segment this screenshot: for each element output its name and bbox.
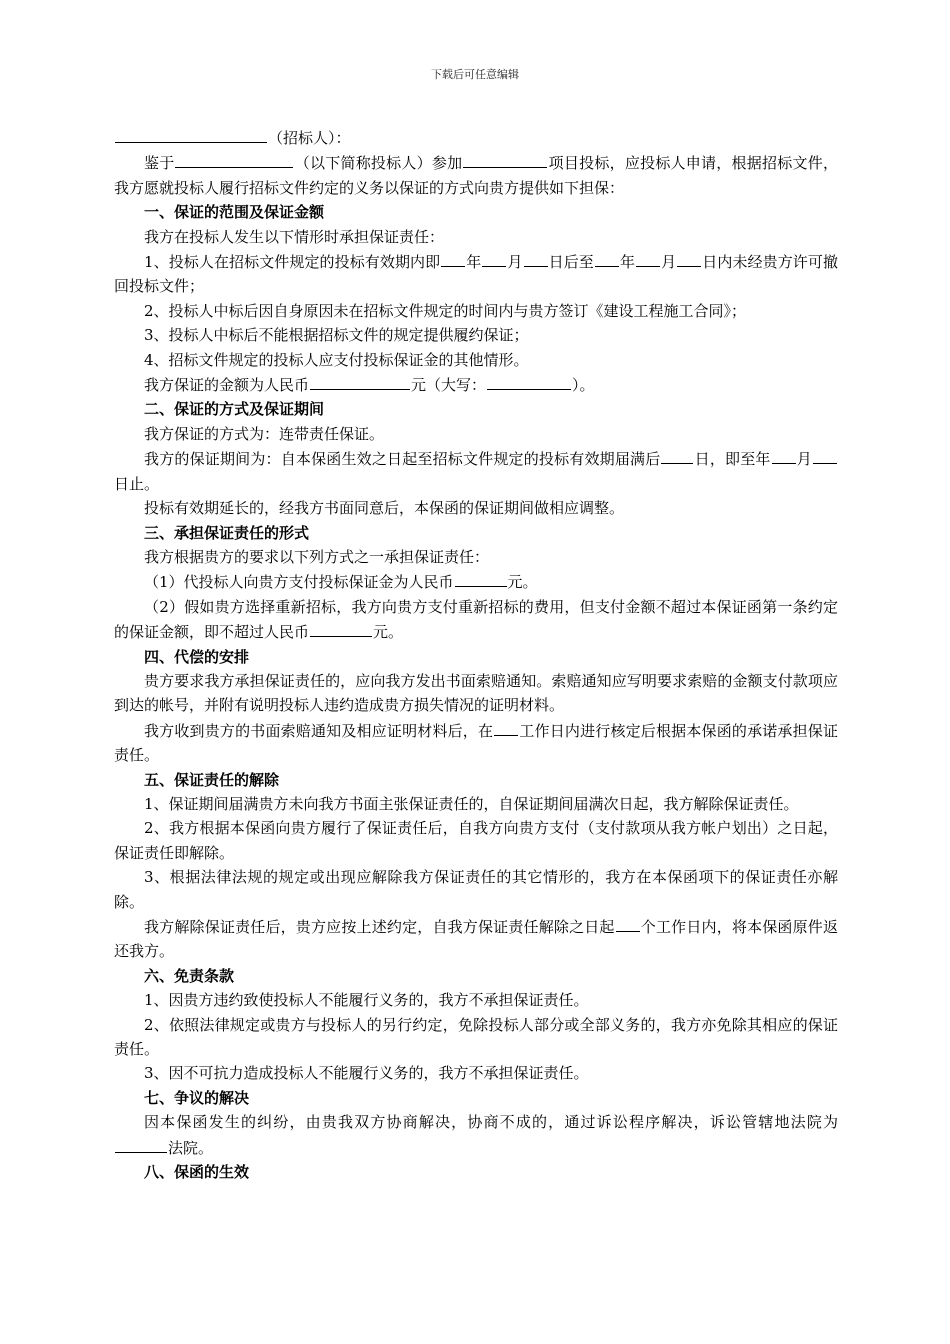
s5-p4: 我方解除保证责任后，贵方应按上述约定，自我方保证责任解除之日起 个工作日内，将本保函原件返还我方。 (114, 914, 838, 964)
court-blank[interactable] (115, 1135, 167, 1153)
amount-blank[interactable] (455, 569, 507, 587)
document-body (114, 125, 838, 1184)
s2-p1: 我方保证的方式为：连带责任保证。 (144, 424, 385, 443)
section-3-title: 三、承担保证责任的形式 (144, 523, 310, 542)
section-2-title: 二、保证的方式及保证期间 (144, 400, 325, 419)
s2-p3: 投标有效期延长的，经我方书面同意后，本保函的保证期间做相应调整。 (144, 499, 625, 518)
s1-item-4: 4、招标文件规定的投标人应支付投标保证金的其他情形。 (144, 350, 529, 369)
year-blank[interactable] (595, 249, 619, 267)
intro-paragraph: 鉴于 （以下简称投标人）参加 项目投标，应投标人申请，根据招标文件，我方愿就投标人履行招标文件约定的义务以保证的方式向贵方提供如下担保： (114, 150, 838, 200)
s1-item-2: 2、投标人中标后因自身原因未在招标文件规定的时间内与贵方签订《建设工程施工合同》； (144, 301, 747, 320)
s1-lead: 我方在投标人发生以下情形时承担保证责任： (144, 227, 445, 246)
section-6-title: 六、免责条款 (144, 966, 235, 985)
section-4-title: 四、代偿的安排 (144, 647, 250, 666)
month-blank[interactable] (772, 446, 796, 464)
amount-words-blank[interactable] (487, 372, 571, 390)
tenderer-blank[interactable] (115, 125, 267, 143)
amount-blank[interactable] (310, 372, 410, 390)
day-blank[interactable] (813, 446, 837, 464)
workdays-blank[interactable] (616, 914, 640, 932)
salutation-text: （招标人）： (268, 129, 351, 147)
days-blank[interactable] (661, 446, 693, 464)
s2-p2: 我方的保证期间为：自本保函生效之日起至招标文件规定的投标有效期届满后 日，即至年 月日止。 (114, 446, 838, 496)
s3-p1: 我方根据贵方的要求以下列方式之一承担保证责任： (144, 547, 490, 566)
year-blank[interactable] (441, 249, 465, 267)
s3-p3: （2）假如贵方选择重新招标，我方向贵方支付重新招标的费用，但支付金额不超过本保证函第一条约定的保证金额，即不超过人民币 元。 (114, 597, 838, 642)
section-5-title: 五、保证责任的解除 (144, 770, 280, 789)
day-blank[interactable] (677, 249, 701, 267)
month-blank[interactable] (636, 249, 660, 267)
section-7-title: 七、争议的解决 (144, 1088, 250, 1107)
s3-p2: （1）代投标人向贵方支付投标保证金为人民币 元。 (114, 569, 838, 594)
s1-amount: 我方保证的金额为人民币 元（大写： ）。 (114, 372, 838, 397)
s5-p3: 3、根据法律法规的规定或出现应解除我方保证责任的其它情形的，我方在本保函项下的保证责任亦解除。 (114, 868, 838, 911)
workdays-blank[interactable] (494, 718, 518, 736)
s7-p1: 因本保函发生的纠纷，由贵我双方协商解决，协商不成的，通过诉讼程序解决，诉讼管辖地法院为法院。 (114, 1110, 838, 1160)
s5-p1: 1、保证期间届满贵方未向我方书面主张保证责任的，自保证期间届满次日起，我方解除保证责任。 (144, 794, 799, 813)
section-8-title: 八、保函的生效 (144, 1163, 250, 1182)
project-blank[interactable] (463, 150, 547, 168)
s6-p3: 3、因不可抗力造成投标人不能履行义务的，我方不承担保证责任。 (144, 1064, 589, 1083)
s6-p2: 2、依照法律规定或贵方与投标人的另行约定，免除投标人部分或全部义务的，我方亦免除其相应的保证责任。 (114, 1015, 838, 1059)
s1-item-1: 1、投标人在招标文件规定的投标有效期内即 年 月 日后至 年 月 日内未经贵方许可撤回投标文件； (114, 249, 838, 299)
s4-p1: 贵方要求我方承担保证责任的，应向我方发出书面索赔通知。索赔通知应写明要求索赔的金额支付款项应到达的帐号，并附有说明投标人违约造成贵方损失情况的证明材料。 (114, 671, 838, 715)
page-header: 下载后可任意编辑 (431, 68, 519, 81)
bidder-blank[interactable] (175, 150, 293, 168)
section-1-title: 一、保证的范围及保证金额 (144, 203, 325, 222)
month-blank[interactable] (482, 249, 506, 267)
s5-p2: 2、我方根据本保函向贵方履行了保证责任后，自我方向贵方支付（支付款项从我方帐户划出）之日起，保证责任即解除。 (114, 819, 838, 862)
s1-item-3: 3、投标人中标后不能根据招标文件的规定提供履约保证； (144, 326, 529, 345)
s4-p2: 我方收到贵方的书面索赔通知及相应证明材料后，在 工作日内进行核定后根据本保函的承诺承担保证责任。 (114, 718, 838, 768)
day-blank[interactable] (524, 249, 548, 267)
salutation-line (114, 125, 838, 150)
s6-p1: 1、因贵方违约致使投标人不能履行义务的，我方不承担保证责任。 (144, 991, 589, 1010)
amount-blank[interactable] (310, 619, 372, 637)
